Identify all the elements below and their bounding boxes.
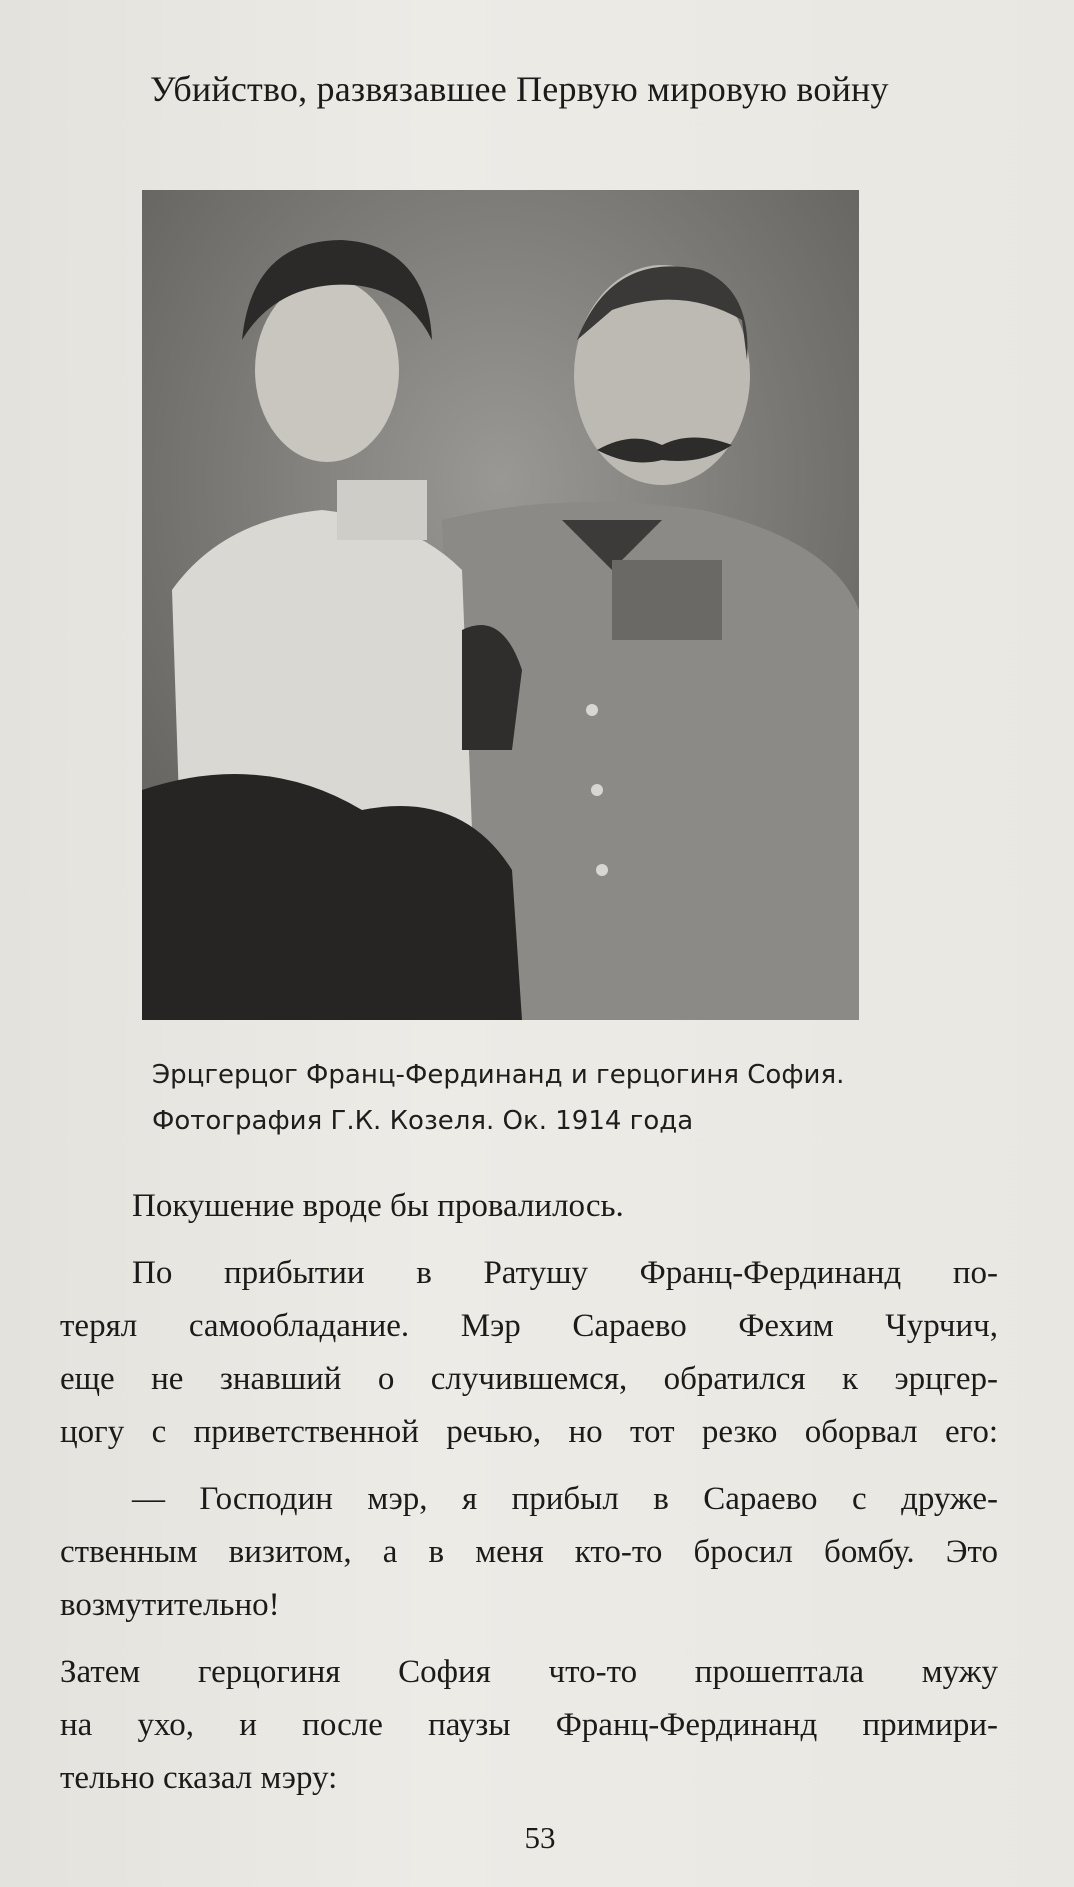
- photo-caption: [152, 1052, 912, 1144]
- paragraph-line: ственным визитом, а в меня кто-то бросил бомбу. Это: [60, 1534, 998, 1570]
- body-text: [60, 1180, 998, 1805]
- paragraph-1: [60, 1180, 998, 1233]
- caption-line-2: Фотография Г.К. Козеля. Ок. 1914 года: [152, 1106, 694, 1136]
- paragraph-line: еще не знавший о случившемся, обратился к эрцгер-: [60, 1361, 998, 1397]
- paragraph-4: [60, 1646, 998, 1805]
- paragraph-2: [60, 1247, 998, 1459]
- paragraph-line: Покушение вроде бы провалилось.: [132, 1188, 624, 1224]
- paragraph-line: Затем герцогиня София что-то прошептала мужу: [60, 1654, 998, 1690]
- page-number: 53: [524, 1820, 556, 1855]
- running-head: Убийство, развязавшее Первую мировую войну: [150, 69, 889, 109]
- paragraph-line: — Господин мэр, я прибыл в Сараево с друже-: [132, 1481, 998, 1517]
- portrait-photo: [142, 190, 859, 1020]
- paragraph-line: возмутительно!: [60, 1587, 280, 1623]
- paragraph-line: тельно сказал мэру:: [60, 1760, 338, 1796]
- paragraph-line: на ухо, и после паузы Франц-Фердинанд примири-: [60, 1707, 998, 1743]
- caption-line-1: Эрцгерцог Франц-Фердинанд и герцогиня София.: [152, 1060, 845, 1090]
- paragraph-line: По прибытии в Ратушу Франц-Фердинанд по-: [132, 1255, 998, 1291]
- portrait-photo-icon: [142, 190, 859, 1020]
- paragraph-3: [60, 1473, 998, 1632]
- paragraph-line: терял самообладание. Мэр Сараево Фехим Чурчич,: [60, 1308, 998, 1344]
- paragraph-line: цогу с приветственной речью, но тот резко оборвал его:: [60, 1414, 998, 1450]
